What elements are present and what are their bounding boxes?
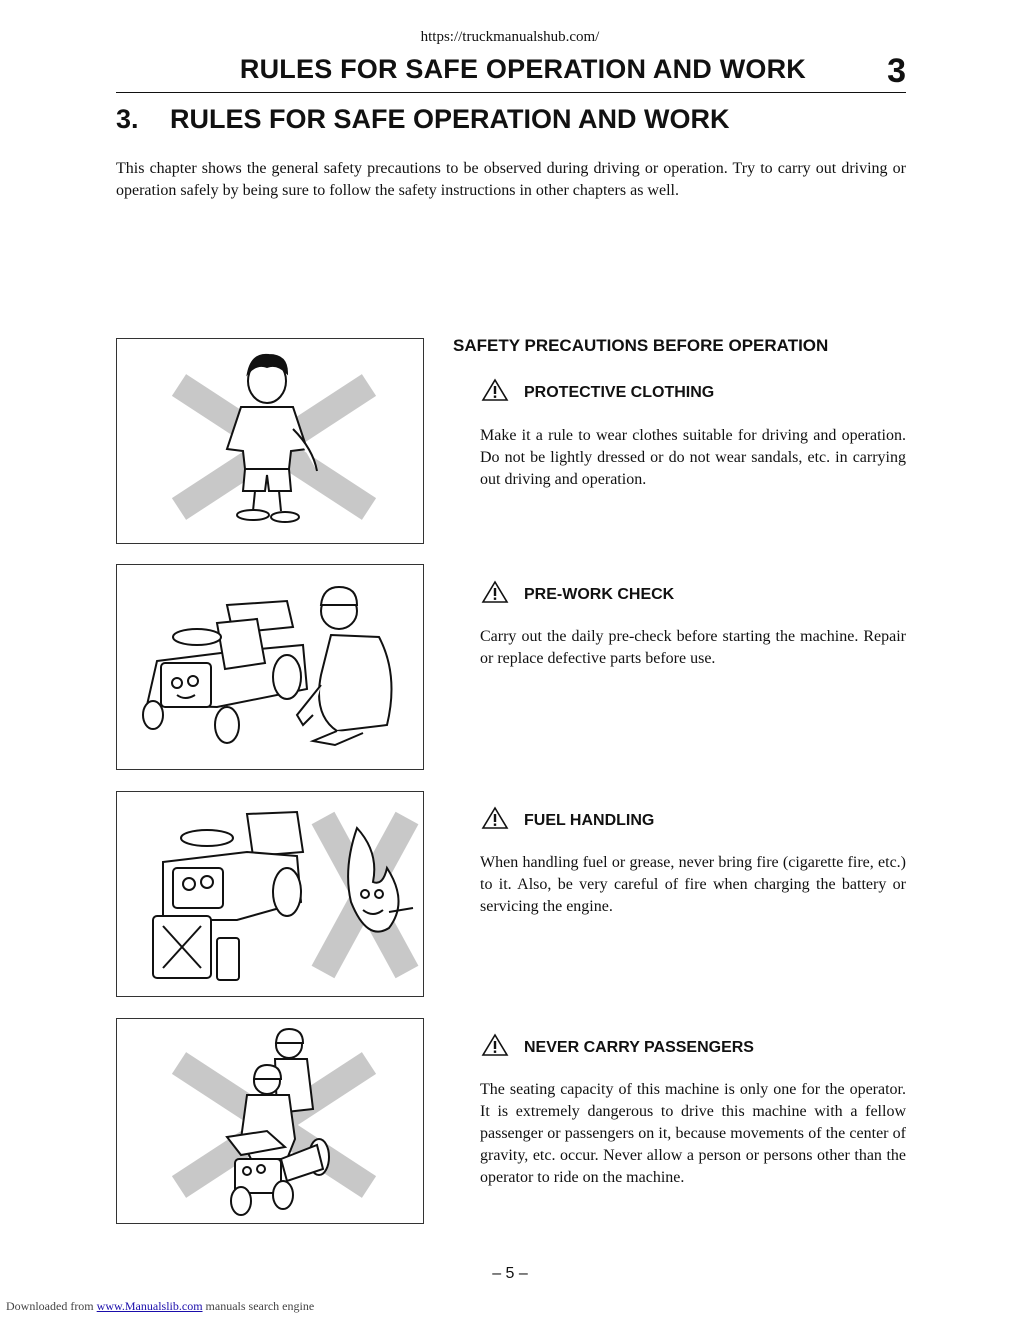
manualslib-link[interactable]: www.Manualslib.com (96, 1299, 203, 1313)
footer-prefix: Downloaded from (6, 1299, 94, 1313)
passengers-crossed-icon (117, 1019, 423, 1223)
warning-triangle-icon (481, 806, 509, 830)
illustration-never-carry-passengers (116, 1018, 424, 1224)
running-header-title: RULES FOR SAFE OPERATION AND WORK (239, 54, 806, 84)
illustration-pre-work-check (116, 564, 424, 770)
item-heading-never-carry-passengers (481, 1035, 901, 1061)
fuel-fire-crossed-icon (117, 792, 423, 996)
section-title: SAFETY PRECAUTIONS BEFORE OPERATION (453, 336, 829, 355)
item-title: FUEL HANDLING (524, 812, 655, 829)
chapter-intro-paragraph: This chapter shows the general safety precautions to be observed during driving or operation. Try to carry out driving or operation safely by being sure to follow the safety instructions in other chapters as well. (116, 160, 906, 199)
page-number: – 5 – (492, 1265, 528, 1282)
header-rule (116, 92, 906, 93)
item-title: PRE-WORK CHECK (524, 586, 675, 603)
item-body-never-carry-passengers: The seating capacity of this machine is only one for the operator. It is extremely dangerous to drive this machine with a fellow passenger or passengers on it, because movements of the center of gravity, etc. occur. Never allow a person or persons other than the operator to ride on the machine. (480, 1081, 906, 1186)
item-heading-pre-work-check (481, 582, 901, 608)
warning-triangle-icon (481, 580, 509, 604)
chapter-heading-title: RULES FOR SAFE OPERATION AND WORK (170, 104, 730, 134)
warning-triangle-icon (481, 378, 509, 402)
item-body-pre-work-check: Carry out the daily pre-check before starting the machine. Repair or replace defective parts before use. (480, 628, 906, 667)
download-footer (6, 1299, 314, 1314)
item-body-fuel-handling: When handling fuel or grease, never bring fire (cigarette fire, etc.) to it. Also, be very careful of fire when charging the battery or servicing the engine. (480, 854, 906, 915)
illustration-fuel-handling (116, 791, 424, 997)
warning-triangle-icon (481, 1033, 509, 1057)
item-heading-fuel-handling (481, 808, 901, 834)
chapter-heading-number: 3. (116, 104, 139, 134)
illustration-protective-clothing (116, 338, 424, 544)
source-url: https://truckmanualshub.com/ (420, 29, 600, 45)
casual-clothes-person-crossed-icon (117, 339, 423, 543)
item-body-protective-clothing: Make it a rule to wear clothes suitable for driving and operation. Do not be lightly dressed or do not wear sandals, etc. in carrying out driving and operation. (480, 427, 906, 488)
footer-suffix: manuals search engine (205, 1299, 315, 1313)
chapter-tab-number: 3 (887, 52, 906, 90)
item-title: PROTECTIVE CLOTHING (524, 384, 715, 401)
mower-inspection-icon (117, 565, 423, 769)
chapter-heading (116, 104, 906, 135)
item-heading-protective-clothing (481, 380, 901, 406)
item-title: NEVER CARRY PASSENGERS (524, 1039, 754, 1056)
